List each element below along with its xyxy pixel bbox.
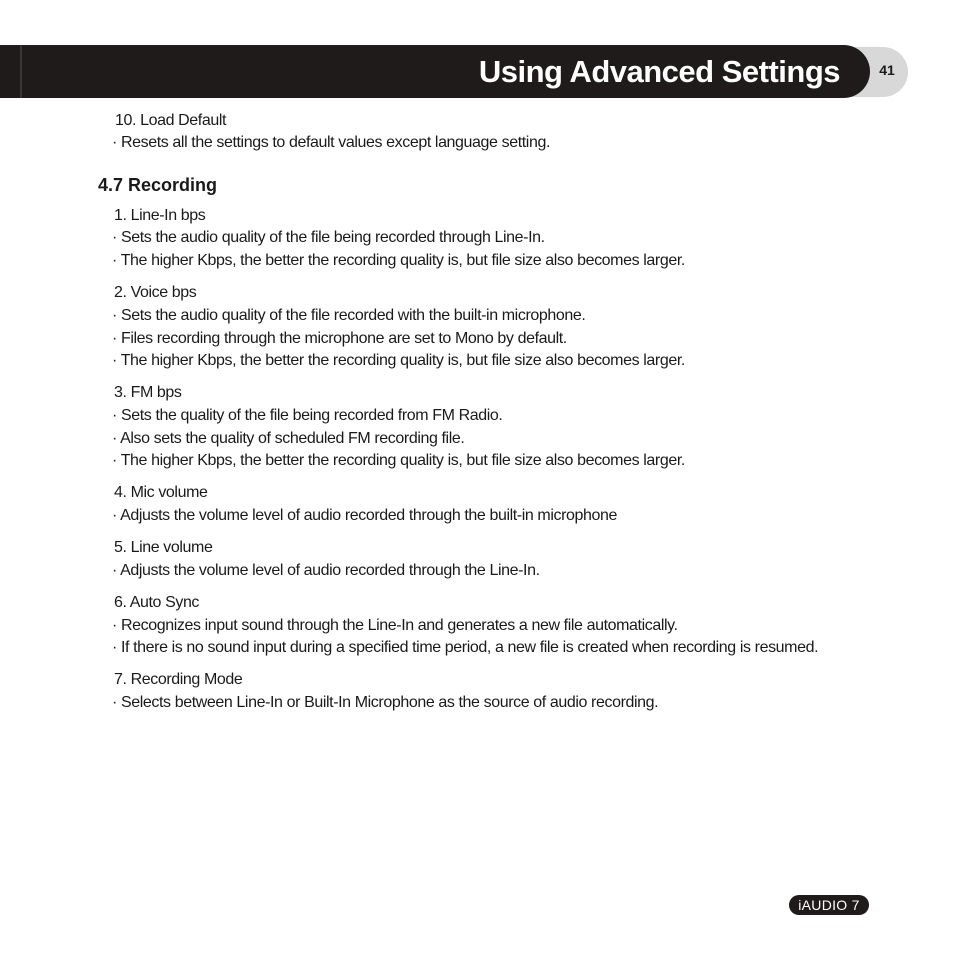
setting-bullet: · The higher Kbps, the better the recording quality is, but file size also becomes larger.: [112, 252, 685, 269]
setting-bullet: · Sets the audio quality of the file recorded with the built-in microphone.: [112, 307, 586, 324]
intro-bullet: · Resets all the settings to default values except language setting.: [112, 134, 550, 151]
setting-bullet: · Files recording through the microphone are set to Mono by default.: [112, 330, 567, 347]
product-badge: iAUDIO 7: [789, 895, 869, 915]
intro-item-title: 10. Load Default: [115, 112, 227, 129]
setting-bullet: · The higher Kbps, the better the recording quality is, but file size also becomes larger.: [112, 452, 685, 469]
setting-bullet: · Also sets the quality of scheduled FM recording file.: [112, 430, 465, 447]
setting-item-title: 1. Line-In bps: [114, 207, 206, 224]
setting-bullet: · If there is no sound input during a specified time period, a new file is created when recording is resumed.: [112, 639, 819, 656]
header-edge-line: [20, 45, 22, 98]
setting-bullet: · Adjusts the volume level of audio recorded through the Line-In.: [112, 562, 540, 579]
setting-item-title: 5. Line volume: [114, 539, 213, 556]
setting-bullet: · Recognizes input sound through the Line-In and generates a new file automatically.: [112, 617, 678, 634]
setting-bullet: · The higher Kbps, the better the recording quality is, but file size also becomes larger.: [112, 352, 685, 369]
setting-item-title: 3. FM bps: [114, 384, 182, 401]
setting-bullet: · Selects between Line-In or Built-In Microphone as the source of audio recording.: [112, 694, 659, 711]
setting-item-title: 7. Recording Mode: [114, 671, 243, 688]
section-heading: 4.7 Recording: [98, 175, 218, 195]
page-number: 41: [879, 62, 895, 78]
setting-item-title: 2. Voice bps: [114, 284, 197, 301]
setting-bullet: · Sets the audio quality of the file being recorded through Line-In.: [112, 229, 545, 246]
setting-item-title: 6. Auto Sync: [114, 594, 200, 611]
page-title: Using Advanced Settings: [478, 54, 840, 89]
setting-bullet: · Adjusts the volume level of audio recorded through the built-in microphone: [112, 507, 618, 524]
setting-item-title: 4. Mic volume: [114, 484, 208, 501]
setting-bullet: · Sets the quality of the file being recorded from FM Radio.: [112, 407, 503, 424]
